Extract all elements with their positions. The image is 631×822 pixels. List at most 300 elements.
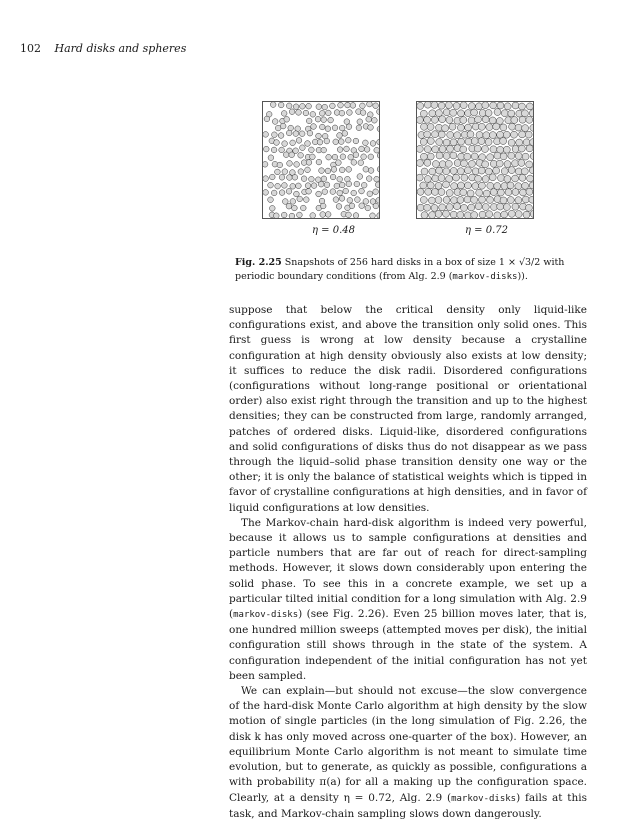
disk [486,211,493,218]
disk [279,147,285,153]
disk [351,160,357,166]
disk [275,169,281,175]
disk [424,116,431,123]
disk [309,147,315,153]
disk [508,210,515,217]
disk [287,175,293,181]
disk [286,188,292,194]
disk [324,138,330,144]
disk [361,154,367,160]
disk [286,130,292,136]
disk [476,131,483,138]
disk [494,152,501,159]
disk [468,117,475,124]
disk [306,160,312,166]
disk [435,210,442,217]
disk [306,188,312,194]
disk [359,203,365,209]
disk [526,145,533,152]
disk [347,197,353,203]
disk [428,197,435,204]
disk [328,117,334,123]
paragraph-2 [229,516,587,684]
disk [416,160,423,167]
disk [482,102,489,109]
disk [436,139,443,146]
disk [490,189,497,196]
disk [330,103,336,109]
disk [461,204,468,211]
disk [290,140,296,146]
disk [348,154,354,160]
disk [368,125,374,131]
disk [353,152,359,158]
panel-label-left: η = 0.48 [312,225,355,236]
disk [372,117,378,123]
disk [487,154,494,161]
disk [306,118,312,124]
disk [519,174,526,181]
disk [468,160,475,167]
caption-code: markov-disks [452,272,518,282]
disk [421,123,428,130]
disk [311,183,317,189]
disk [424,204,431,211]
disk [439,116,446,123]
running-title: Hard disks and spheres [54,42,187,55]
disk [355,197,361,203]
paragraph-2-text-a: The Markov-chain hard-disk algorithm is indeed very powerful, because it allows us to sample configurations at densities and particle numbers that are far out of reach for direct-sampling methods. However, it slows down considerably upon entering the solid phase. To see this in a concrete example, we set up a particular tilted initial condition for a long simulation with Alg. 2.9 ( [229,516,587,621]
disk [300,103,306,109]
disk [300,205,306,211]
disk [320,203,326,209]
disk [425,188,432,195]
disk [361,182,367,188]
disk [279,190,285,196]
disk [278,102,284,108]
disk [491,204,498,211]
disk [338,139,344,145]
disk [366,176,372,182]
disk [439,146,446,153]
disk [485,110,492,117]
figure-panel-right [416,101,534,219]
disk [365,205,371,211]
disk [453,102,460,109]
disk [271,147,277,153]
disk [458,182,465,189]
disk [309,176,315,182]
disk [356,125,362,131]
disk [464,212,471,219]
disk [497,131,504,138]
disk [490,146,497,153]
disk [478,167,485,174]
disk [493,167,500,174]
disk [424,176,431,183]
disk [263,132,269,138]
disk [326,154,332,160]
disk [305,183,311,189]
disk [458,110,465,117]
disk [458,138,465,145]
paragraph-1: suppose that below the critical density only liquid-like configurations exist, and above the transition only solid ones. This first guess is wrong at low density because a crystalline configuration at high density obviously also exists at low density; it suffices to reduce the disk radii. Disordered configurations (configurations without long-range positional or orientational order) also exist right through the transition and up to the highest densities; they can be constructed from large, randomly arranged, patches of ordered disks. Liquid-like, disordered configurations and solid configurations of disks thus do not disappear as we pass through the liquid–solid phase transition density one way or the other; it is only the balance of statistical weights which is tipped in favor of crystalline configurations at high densities, and in favor of liquid configurations at low densities. [229,304,587,514]
disk [360,103,366,109]
disk [279,174,285,180]
disk [297,196,303,202]
disk [468,204,475,211]
disk [494,109,501,116]
body-text [229,303,587,822]
disk [446,204,453,211]
disk [292,205,298,211]
disk [512,189,519,196]
disk [427,153,434,160]
disk [432,188,439,195]
disk [497,102,504,109]
disk [427,182,434,189]
disk [325,110,331,116]
disk [450,152,457,159]
disk [508,152,515,159]
disk [416,145,423,152]
disk [315,116,321,122]
disk [503,204,510,211]
disk [525,131,532,138]
disk [339,110,345,116]
disk [486,124,493,131]
disk [443,152,450,159]
disk [478,182,485,189]
disk [431,116,438,123]
disk [424,146,431,153]
disk [504,175,511,182]
disk [325,126,331,132]
disk [450,167,457,174]
disk [442,125,449,132]
disk [507,182,514,189]
disk [321,176,327,182]
disk [346,167,352,173]
disk [485,139,492,146]
disk [493,123,500,130]
paragraph-3-text-b: ) fails at this task, and Markov-chain sampling slows down dangerously. [229,791,588,820]
disk [443,139,450,146]
disk [347,110,353,116]
disk [431,101,438,108]
disk [457,124,464,131]
disk [357,174,363,180]
disk [424,101,431,108]
disk [268,182,274,188]
disk [494,183,501,190]
disk [525,204,532,211]
disk [322,189,328,195]
disk [364,147,370,153]
disk [503,131,510,138]
disk [310,154,316,160]
disk [282,199,288,205]
disk [443,109,450,116]
disk [325,168,331,174]
disk [507,197,514,204]
disk [504,103,511,110]
figure-caption [235,256,585,284]
disk [271,190,277,196]
disk [417,102,424,109]
disk [500,124,507,131]
disk [273,213,279,219]
disk [432,146,439,153]
caption-text-b: )). [517,271,528,282]
disk [333,197,339,203]
disk [338,102,344,108]
disk [496,160,503,167]
disk [272,119,278,125]
disk [325,212,331,218]
disk [333,139,339,145]
disk [274,140,280,146]
disk [310,213,316,219]
disk [367,191,373,197]
disk [368,168,374,174]
disk [421,168,428,175]
disk [522,153,529,160]
disk [278,133,284,139]
disk [289,109,295,115]
disk [512,203,519,210]
disk [471,109,478,116]
disk [432,131,439,138]
disk [370,141,376,147]
disk [476,103,483,110]
disk [374,176,380,182]
disk-snapshot-low-density [262,101,380,219]
disk [345,137,351,143]
disk [500,138,507,145]
disk [504,161,511,168]
disk [263,146,269,152]
disk [461,160,468,167]
disk [460,117,467,124]
disk [318,181,324,187]
disk [435,182,442,189]
disk [336,204,342,210]
disk [321,147,327,153]
figure-number: Fig. 2.25 [235,257,282,268]
disk [363,199,369,205]
disk [290,199,296,205]
disk [316,191,322,197]
disk [275,183,281,189]
disk [283,152,289,158]
disk [357,119,363,125]
disk [282,169,288,175]
disk [429,168,436,175]
disk [457,196,464,203]
disk [530,139,534,146]
disk [432,161,439,168]
disk [526,116,533,123]
disk [476,189,483,196]
disk [286,103,292,109]
disk [482,116,489,123]
disk [478,138,485,145]
disk [443,196,450,203]
disk [346,124,352,130]
disk [483,190,490,197]
paragraph-3 [229,684,587,822]
disk [526,103,533,110]
disk [529,167,534,174]
disk [457,168,464,175]
disk [363,140,369,146]
disk [305,141,311,147]
disk [307,130,313,136]
disk [515,124,522,131]
disk [464,153,471,160]
disk [520,189,527,196]
disk [377,109,380,115]
paragraph-3-text-a: We can explain—but should not excuse—the slow convergence of the hard-disk Monte Carlo algorithm at high density by the slow motion of single particles (in the long simulation of Fig. 2.26, the disk k has only moved across one-quarter of the box). However, an equilibrium Monte Carlo algorithm is not meant to simulate time evolution, but to generate, as quickly as possible, configurations a with probability π(a) for all a making up the configuration space. Clearly, at a density η = 0.72, Alg. 2.9 ( [229,685,587,804]
disk [293,104,299,110]
disk-snapshot-high-density [416,101,534,219]
disk [511,117,518,124]
disk [521,168,528,175]
disk [515,211,522,218]
disk [465,124,472,131]
disk [292,174,298,180]
disk [417,204,424,211]
caption-text-a: Snapshots of 256 hard disks in a box of size 1 × √3/2 with periodic boundary conditions (from Alg. 2.9 ( [235,257,565,282]
page-number: 102 [20,42,41,55]
disk [339,125,345,131]
disk [436,167,443,174]
disk [501,211,508,218]
disk [305,167,311,173]
disk [438,131,445,138]
disk [529,110,534,117]
disk [293,131,299,137]
disk [311,124,317,130]
disk [264,116,270,122]
disk [482,146,489,153]
disk [322,104,328,110]
disk [468,103,475,110]
disk [359,188,365,194]
disk [472,183,479,190]
disk [429,110,436,117]
disk [521,110,528,117]
disk [450,211,457,218]
disk [478,123,485,130]
disk [421,212,428,219]
disk [303,110,309,116]
disk [439,204,446,211]
disk [319,124,325,130]
disk [454,132,461,139]
disk [501,110,508,117]
disk [443,168,450,175]
panel-label-right: η = 0.72 [465,225,508,236]
disk [487,196,494,203]
disk [316,104,322,110]
disk [508,167,515,174]
disk [446,190,453,197]
disk [272,132,278,138]
disk [494,196,501,203]
disk [370,213,376,219]
disk [512,146,519,153]
disk [467,131,474,138]
disk [351,190,357,196]
disk [460,102,467,109]
disk [358,160,364,166]
disk [281,111,287,117]
disk [427,138,434,145]
disk [334,183,340,189]
disk [299,131,305,137]
disk [474,145,481,152]
disk [489,132,496,139]
disk [424,159,431,166]
disk [332,154,338,160]
disk [270,102,276,108]
disk [420,110,427,117]
disk [353,213,359,219]
disk [320,212,326,218]
disk [281,212,287,218]
disk [467,190,474,197]
disk [443,181,450,188]
disk [420,153,427,160]
disk [450,109,457,116]
disk [353,138,359,144]
disk [375,182,380,188]
disk [346,212,352,218]
disk [447,131,454,138]
disk [373,203,379,209]
disk [297,212,303,218]
disk [475,203,482,210]
disk [289,213,295,219]
disk [447,145,454,152]
disk [509,123,516,130]
disk [360,110,366,116]
disk [420,196,427,203]
disk [497,189,504,196]
disk [482,176,489,183]
disk [479,196,486,203]
disk [263,190,269,196]
disk [340,154,346,160]
disk [342,131,348,137]
disk [522,182,529,189]
paragraph-3-code: markov-disks [451,793,517,804]
disk [284,116,290,122]
disk [438,102,445,109]
disk [522,125,529,132]
disk [429,212,436,219]
disk [303,197,309,203]
disk [344,146,350,152]
disk [518,103,525,110]
disk [512,102,519,109]
disk [350,103,356,109]
disk [306,103,312,109]
disk [483,132,490,139]
disk [324,182,330,188]
